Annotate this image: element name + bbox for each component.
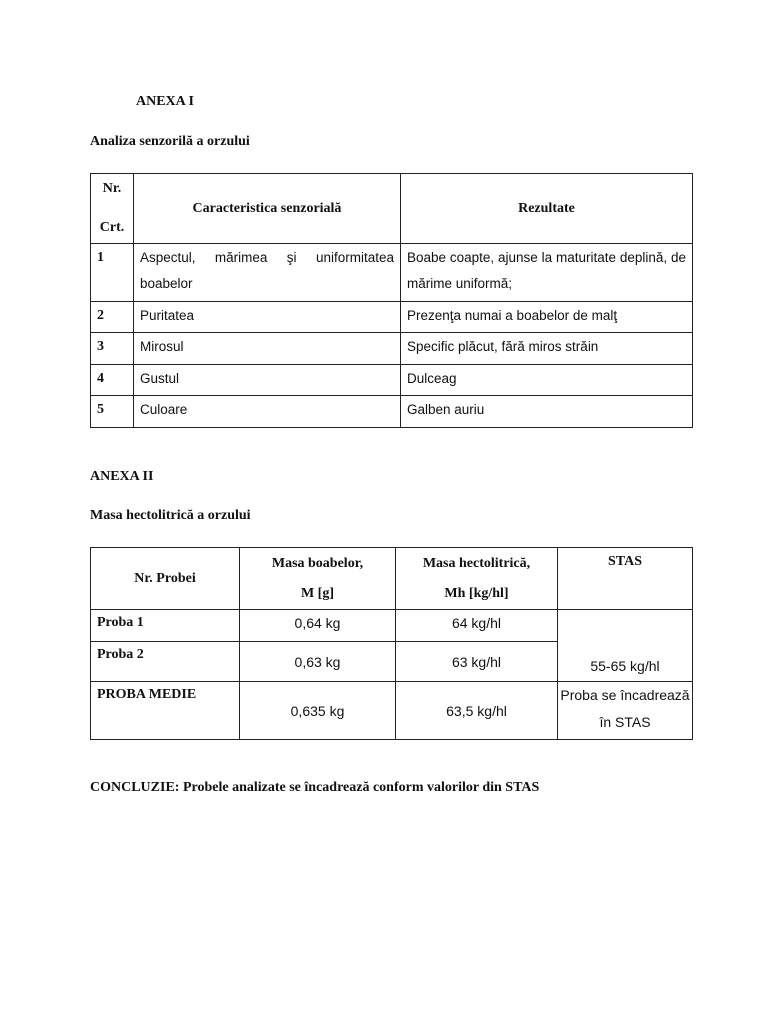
table-row xyxy=(91,333,693,365)
row-number: 3 xyxy=(91,333,134,365)
characteristic-cell: Aspectul, mărimea şi uniformitatea boabelor xyxy=(134,244,401,302)
sample-cell: Proba 1 xyxy=(91,610,240,642)
mass-header: Masa boabelor, M [g] xyxy=(240,548,396,610)
stas-range-cell: 55-65 kg/hl xyxy=(558,610,693,682)
table-row xyxy=(91,365,693,396)
characteristic-cell: Gustul xyxy=(134,365,401,396)
table-row xyxy=(91,682,693,740)
table-row xyxy=(91,244,693,302)
conclusion-text: CONCLUZIE: Probele analizate se încadrează conform valorilor din STAS xyxy=(90,780,540,795)
result-cell: Specific plăcut, fără miros străin xyxy=(401,333,693,365)
annex2-subtitle: Masa hectolitrică a orzului xyxy=(90,508,251,523)
stas-header: STAS xyxy=(558,548,693,610)
hectolitre-cell: 63,5 kg/hl xyxy=(396,682,558,740)
table-header-row xyxy=(91,548,693,610)
result-cell: Boabe coapte, ajunse la maturitate deplină, de mărime uniformă; xyxy=(401,244,693,302)
hectolitre-cell: 64 kg/hl xyxy=(396,610,558,642)
table-header-row xyxy=(91,174,693,244)
sample-cell: Proba 2 xyxy=(91,642,240,682)
sample-header: Nr. Probei xyxy=(91,548,240,610)
result-cell: Prezenţa numai a boabelor de malţ xyxy=(401,302,693,333)
mass-cell: 0,64 kg xyxy=(240,610,396,642)
hectolitre-header: Masa hectolitrică, Mh [kg/hl] xyxy=(396,548,558,610)
sensory-analysis-table xyxy=(90,173,693,428)
result-cell: Dulceag xyxy=(401,365,693,396)
characteristic-header: Caracteristica senzorială xyxy=(134,174,401,244)
annex2-title: ANEXA II xyxy=(90,469,154,484)
row-number: 2 xyxy=(91,302,134,333)
annex1-title: ANEXA I xyxy=(136,94,194,109)
hectolitre-mass-table xyxy=(90,547,693,740)
results-header: Rezultate xyxy=(401,174,693,244)
row-number: 5 xyxy=(91,396,134,428)
table-row xyxy=(91,610,693,642)
nr-crt-header: Nr. Crt. xyxy=(91,174,134,244)
table-row xyxy=(91,396,693,428)
characteristic-cell: Puritatea xyxy=(134,302,401,333)
result-cell: Galben auriu xyxy=(401,396,693,428)
row-number: 1 xyxy=(91,244,134,302)
hectolitre-cell: 63 kg/hl xyxy=(396,642,558,682)
mass-cell: 0,635 kg xyxy=(240,682,396,740)
characteristic-cell: Mirosul xyxy=(134,333,401,365)
sample-cell: PROBA MEDIE xyxy=(91,682,240,740)
table-row xyxy=(91,302,693,333)
stas-conclusion-cell: Proba se încadrează în STAS xyxy=(558,682,693,740)
mass-cell: 0,63 kg xyxy=(240,642,396,682)
characteristic-cell: Culoare xyxy=(134,396,401,428)
annex1-subtitle: Analiza senzorilă a orzului xyxy=(90,134,250,149)
row-number: 4 xyxy=(91,365,134,396)
